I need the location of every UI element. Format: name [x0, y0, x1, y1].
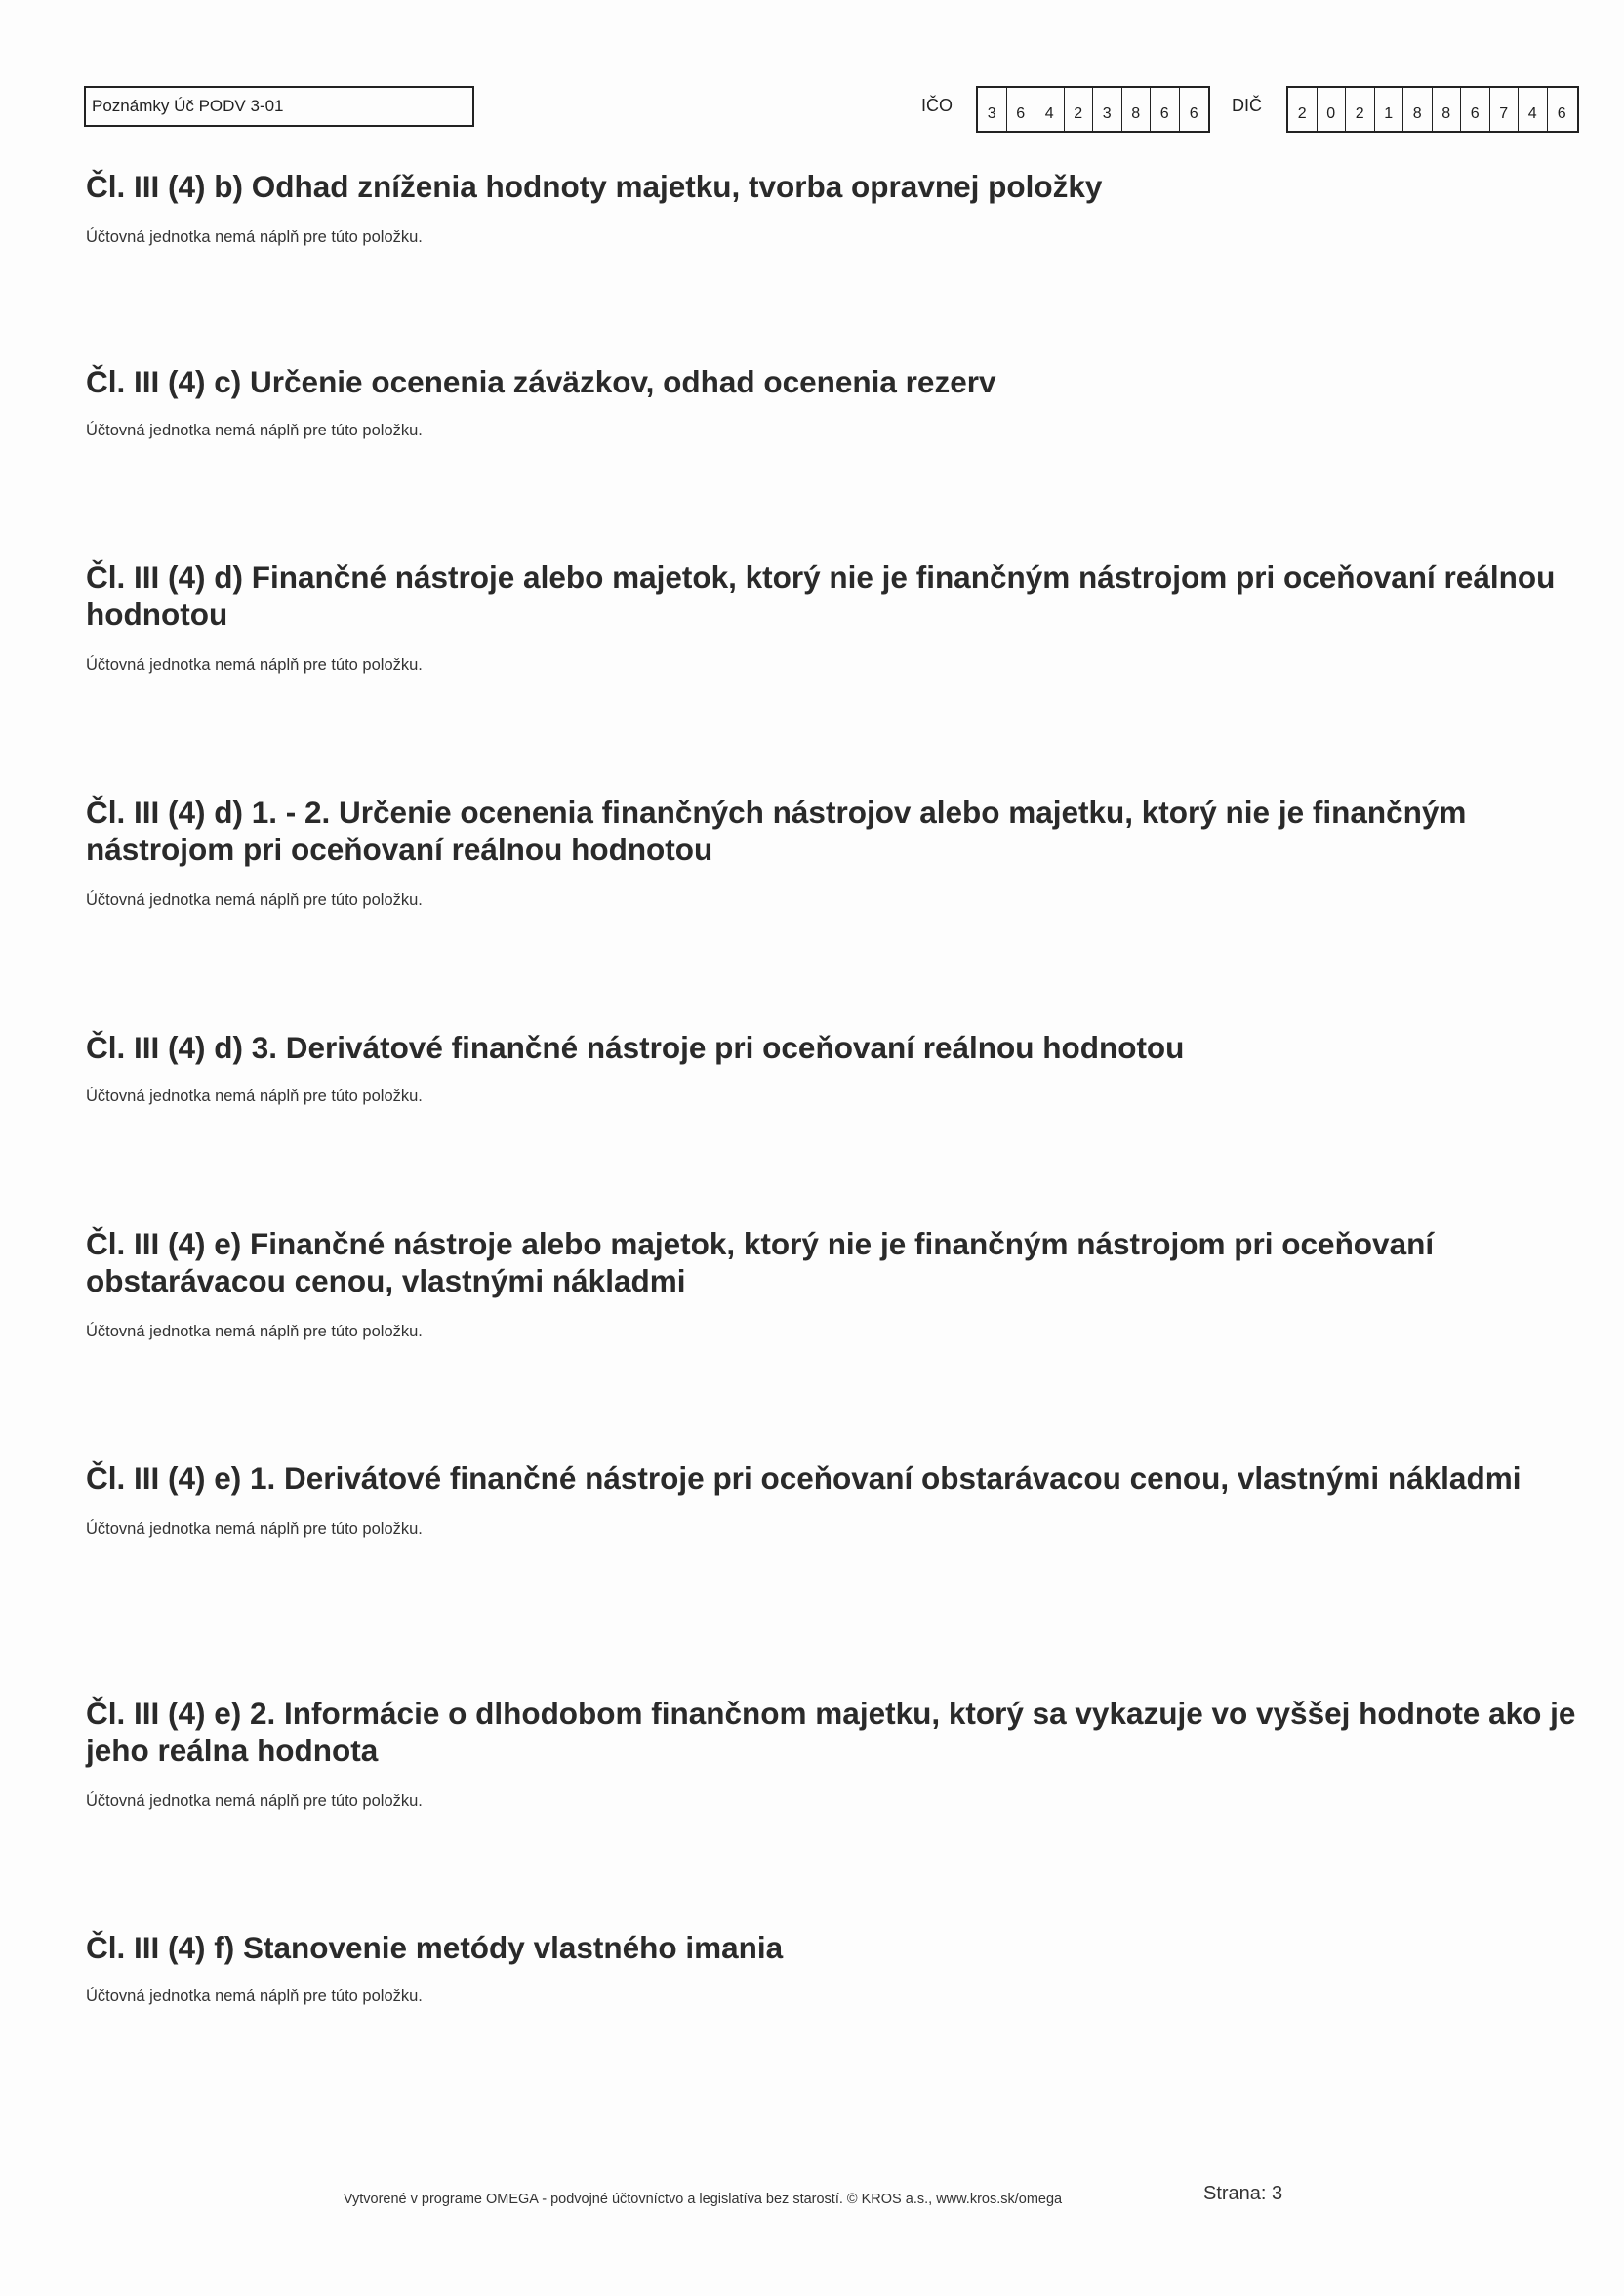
- ico-digit: 2: [1065, 88, 1094, 131]
- section-note: Účtovná jednotka nemá náplň pre túto položku.: [86, 891, 423, 909]
- section-4e-2: [86, 1695, 1589, 1811]
- dic-digit: 1: [1375, 88, 1404, 131]
- section-heading: Čl. III (4) e) Finančné nástroje alebo majetok, ktorý nie je finančným nástrojom pri oceňovaní obstarávacou cenou, vlastnými nákladmi: [86, 1226, 1435, 1298]
- section-note: Účtovná jednotka nemá náplň pre túto položku.: [86, 422, 423, 439]
- ico-digit: 6: [1189, 105, 1198, 122]
- section-4d-1-2: [86, 794, 1589, 910]
- ico-digit-boxes: [976, 86, 1210, 133]
- section-note: Účtovná jednotka nemá náplň pre túto položku.: [86, 1520, 423, 1538]
- page-number: Strana: 3: [1203, 2183, 1283, 2204]
- section-4b: [86, 168, 1589, 247]
- section-heading: Čl. III (4) b) Odhad zníženia hodnoty majetku, tvorba opravnej položky: [86, 169, 1103, 204]
- dic-digit: 8: [1433, 88, 1462, 131]
- ico-digit: 8: [1122, 88, 1152, 131]
- ico-digit: 3: [1093, 88, 1122, 131]
- section-heading: Čl. III (4) d) 3. Derivátové finančné nástroje pri oceňovaní reálnou hodnotou: [86, 1030, 1185, 1065]
- ico-digit: 6: [1007, 88, 1036, 131]
- section-note: Účtovná jednotka nemá náplň pre túto položku.: [86, 1988, 423, 2005]
- section-note: Účtovná jednotka nemá náplň pre túto položku.: [86, 228, 423, 246]
- form-name-box: Poznámky Úč PODV 3-01: [84, 86, 474, 127]
- section-heading: Čl. III (4) f) Stanovenie metódy vlastného imania: [86, 1930, 784, 1965]
- section-heading: Čl. III (4) c) Určenie ocenenia záväzkov, odhad ocenenia rezerv: [86, 364, 996, 399]
- section-4d-3: [86, 1029, 1589, 1106]
- dic-digit: 6: [1557, 105, 1566, 122]
- section-note: Účtovná jednotka nemá náplň pre túto položku.: [86, 1323, 423, 1340]
- ico-digit: 6: [1151, 88, 1180, 131]
- section-heading: Čl. III (4) e) 2. Informácie o dlhodobom finančnom majetku, ktorý sa vykazuje vo vyššej hodnote ako je jeho reálna hodnota: [86, 1696, 1576, 1768]
- dic-digit: 8: [1403, 88, 1433, 131]
- section-note: Účtovná jednotka nemá náplň pre túto položku.: [86, 1792, 423, 1810]
- section-heading: Čl. III (4) e) 1. Derivátové finančné nástroje pri oceňovaní obstarávacou cenou, vlastnými nákladmi: [86, 1460, 1522, 1496]
- ico-label: IČO: [921, 96, 954, 115]
- section-4e-1: [86, 1459, 1589, 1538]
- dic-digit: 2: [1346, 88, 1375, 131]
- dic-digit: 2: [1288, 88, 1318, 131]
- section-4d: [86, 558, 1589, 675]
- section-note: Účtovná jednotka nemá náplň pre túto položku.: [86, 656, 423, 674]
- section-note: Účtovná jednotka nemá náplň pre túto položku.: [86, 1087, 423, 1105]
- section-4e: [86, 1225, 1589, 1341]
- dic-label: DIČ: [1232, 96, 1262, 115]
- section-4c: [86, 363, 1589, 440]
- ico-digit: 4: [1035, 88, 1065, 131]
- ico-digit: 3: [978, 88, 1007, 131]
- dic-digit: 0: [1318, 88, 1347, 131]
- section-heading: Čl. III (4) d) Finančné nástroje alebo majetok, ktorý nie je finančným nástrojom pri oceňovaní reálnou hodnotou: [86, 559, 1556, 632]
- section-4f: [86, 1929, 1589, 2006]
- dic-digit: 7: [1490, 88, 1520, 131]
- dic-digit: 6: [1461, 88, 1490, 131]
- footer-credit: Vytvorené v programe OMEGA - podvojné účtovníctvo a legislatíva bez starostí. © KROS a.s., www.kros.sk/omega: [343, 2192, 1063, 2207]
- section-heading: Čl. III (4) d) 1. - 2. Určenie ocenenia finančných nástrojov alebo majetku, ktorý nie je finančným nástrojom pri oceňovaní reálnou hodnotou: [86, 795, 1467, 867]
- dic-digit: 4: [1519, 88, 1548, 131]
- dic-digit-boxes: [1286, 86, 1579, 133]
